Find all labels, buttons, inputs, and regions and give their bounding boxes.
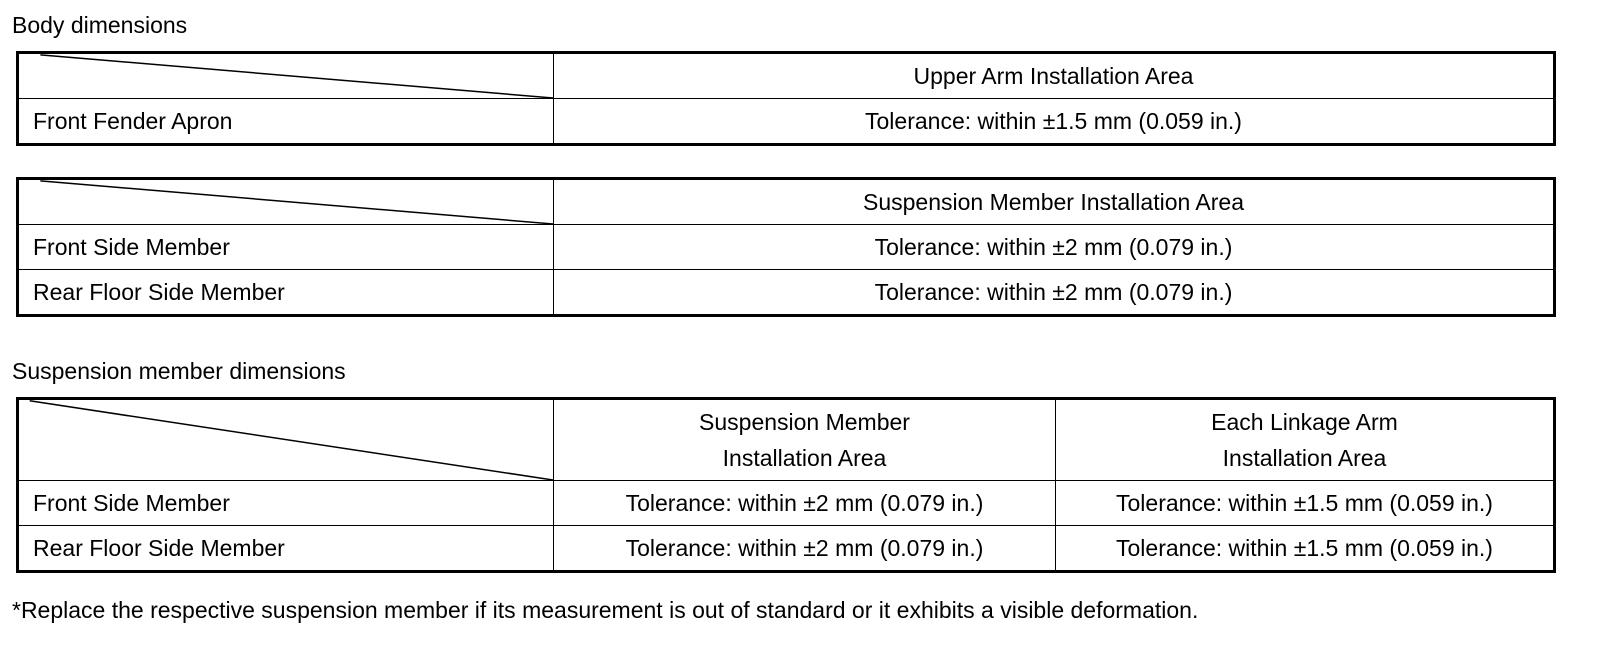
table-row (18, 225, 1555, 270)
tolerance-value: Tolerance: within ±2 mm (0.079 in.) (554, 481, 1056, 526)
column-header-line: Installation Area (722, 445, 887, 471)
column-header-line: Suspension Member (699, 409, 910, 435)
table-row (18, 99, 1555, 145)
column-header-line: Each Linkage Arm (1211, 409, 1398, 435)
table-row (18, 526, 1555, 572)
diagonal-divider-line (19, 400, 553, 480)
diagonal-header-cell (18, 179, 554, 225)
suspension-linkage-tolerance-table (16, 397, 1556, 573)
body-dimensions-heading: Body dimensions (12, 12, 188, 38)
column-header: Suspension Member Installation Area (554, 179, 1555, 225)
row-label: Front Side Member (18, 481, 554, 526)
row-label: Rear Floor Side Member (18, 526, 554, 572)
column-header (554, 399, 1056, 481)
tolerance-value: Tolerance: within ±2 mm (0.079 in.) (554, 526, 1056, 572)
tolerance-value: Tolerance: within ±1.5 mm (0.059 in.) (554, 99, 1555, 145)
column-header (1056, 399, 1555, 481)
row-label: Rear Floor Side Member (18, 270, 554, 316)
upper-arm-tolerance-table (16, 51, 1556, 146)
diagonal-header-cell (18, 53, 554, 99)
column-header-line: Installation Area (1222, 445, 1387, 471)
row-label: Front Fender Apron (18, 99, 554, 145)
tolerance-value: Tolerance: within ±1.5 mm (0.059 in.) (1056, 526, 1555, 572)
diagonal-header-cell (18, 399, 554, 481)
table-row (18, 270, 1555, 316)
suspension-member-dimensions-heading: Suspension member dimensions (12, 358, 346, 384)
tolerance-value: Tolerance: within ±2 mm (0.079 in.) (554, 225, 1555, 270)
diagonal-divider-line (19, 54, 553, 98)
table-header-row (18, 179, 1555, 225)
table-header-row (18, 399, 1555, 481)
table-row (18, 481, 1555, 526)
table-header-row (18, 53, 1555, 99)
diagonal-divider-line (19, 180, 553, 224)
tolerance-value: Tolerance: within ±1.5 mm (0.059 in.) (1056, 481, 1555, 526)
suspension-member-tolerance-table (16, 177, 1556, 317)
column-header: Upper Arm Installation Area (554, 53, 1555, 99)
row-label: Front Side Member (18, 225, 554, 270)
footnote: *Replace the respective suspension member if its measurement is out of standard or it exhibits a visible deformation. (12, 597, 1199, 623)
tolerance-value: Tolerance: within ±2 mm (0.079 in.) (554, 270, 1555, 316)
